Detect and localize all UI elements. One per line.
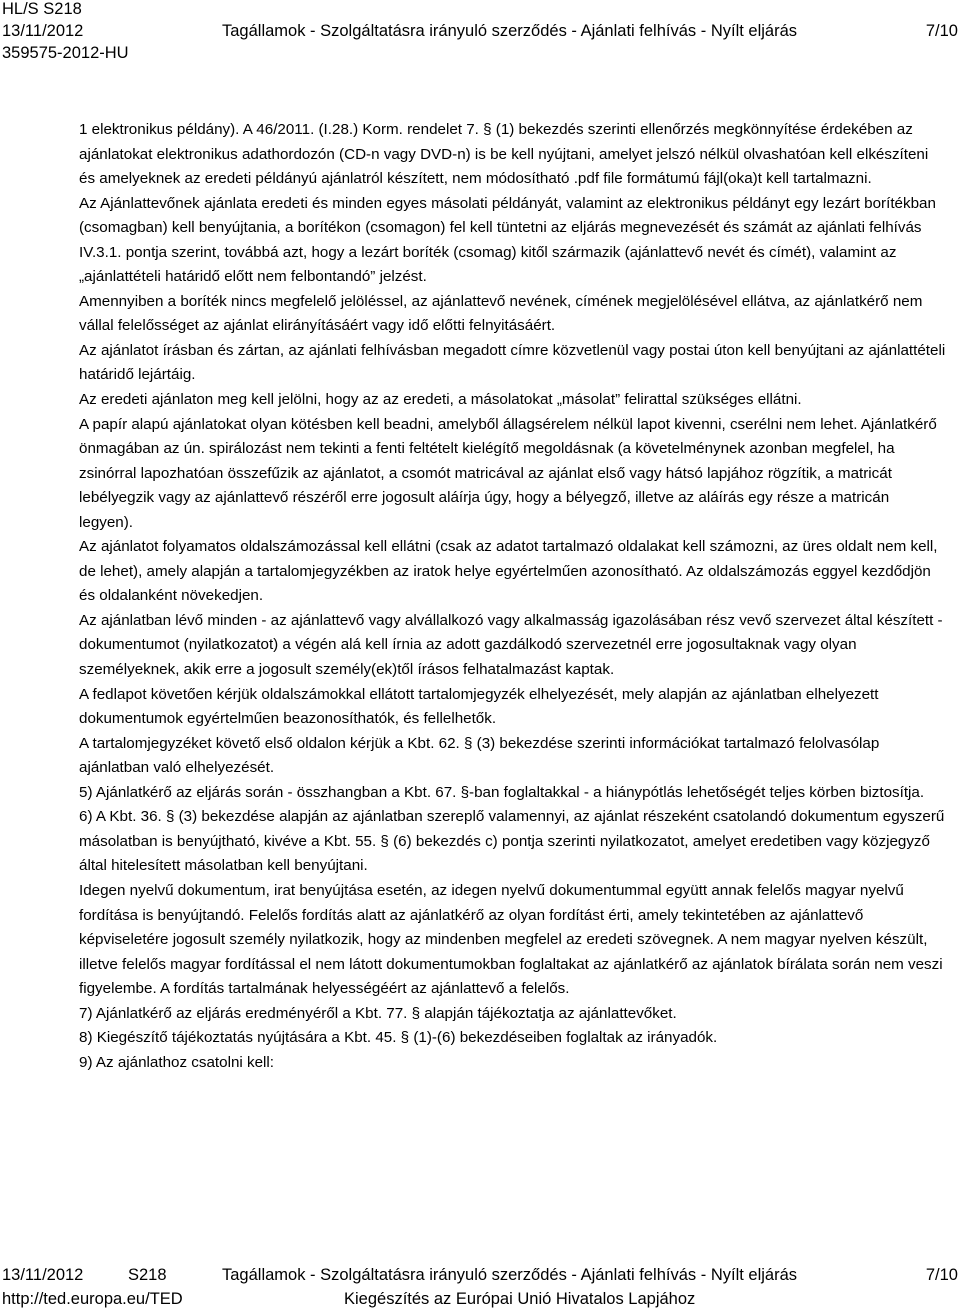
paragraph: Az ajánlatot folyamatos oldalszámozással kell ellátni (csak az adatot tartalmazó oldalakat kell számozni, az üres oldalt nem kell, de lehet), amely alapján a tartalomjegyzékben az iratok helye egyértelműen azonosítható. Az oldalszámozás eggyel kezdődjön és oldalanként növekedjen. [79, 538, 938, 605]
doc-code: HL/S S218 [2, 0, 82, 18]
header-date: 13/11/2012 [2, 22, 84, 40]
paragraph: A tartalomjegyzéket követő első oldalon kérjük a Kbt. 62. § (3) bekezdése szerinti információkat tartalmazó felolvasólap ajánlatban való elhelyezését. [79, 734, 880, 777]
paragraph: Amennyiben a boríték nincs megfelelő jelöléssel, az ajánlattevő nevének, címének megjelölésével ellátva, az ajánlatkérő nem vállal felelősséget az ajánlat elirányításáért vagy idő előtti felnyitásáért. [79, 292, 923, 335]
paragraph: Az Ajánlattevőnek ajánlata eredeti és minden egyes másolati példányát, valamint az elektronikus példányt egy lezárt borítékban (csomagban) kell benyújtania, a borítékon (csomagon) fel kell tüntetni az eljárás megnevezését és számát az ajánlati felhívás IV.3.1. pontja szerint, továbbá azt, hogy a lezárt boríték (csomag) kitől származik (ajánlattevő nevét és címét), valamint az „ajánlattételi határidő előtt nem felbontandó” jelzést. [79, 194, 936, 286]
paragraph: Az eredeti ajánlaton meg kell jelölni, hogy az az eredeti, a másolatokat „másolat” felirattal szükséges ellátni. [79, 391, 802, 409]
paragraph: 6) A Kbt. 36. § (3) bekezdése alapján az ajánlatban szereplő valamennyi, az ajánlat részeként csatolandó dokumentum egyszerű másolatban is benyújtható, kivéve a Kbt. 55. § (6) bekezdés c) pontja szerinti nyilatkozatot, amelyet eredetiben vagy közjegyző által hitelesített másolatban kell benyújtani. [79, 808, 945, 875]
footer-page-number: 7/10 [925, 1266, 958, 1284]
header-ref: 359575-2012-HU [2, 44, 129, 62]
paragraph: 5) Ajánlatkérő az eljárás során - összhangban a Kbt. 67. §-ban foglaltakkal - a hiánypótlás lehetőségét teljes körben biztosítja. [79, 783, 925, 801]
paragraph: 8) Kiegészítő tájékoztatás nyújtására a Kbt. 45. § (1)-(6) bekezdéseiben foglaltak az irányadók. [79, 1029, 718, 1047]
header-page-number: 7/10 [925, 22, 958, 40]
paragraph: Az ajánlatban lévő minden - az ajánlattevő vagy alvállalkozó vagy alkalmasság igazolásában rész vevő szervezet által készített - dokumentumot (nyilatkozatot) a végén alá kell írnia az adott gazdálkodó szervezetnél erre jogosultaknak vagy olyan személyeknek, akik erre a jogosult személy(ek)től írásos felhatalmazást kaptak. [79, 611, 943, 679]
paragraph: 7) Ajánlatkérő az eljárás eredményéről a Kbt. 77. § alapján tájékoztatja az ajánlattevőket. [79, 1004, 677, 1022]
paragraph: A fedlapot követően kérjük oldalszámokkal ellátott tartalomjegyzék elhelyezését, mely alapján az ajánlatban elhelyezett dokumentumok egyértelműen beazonosíthatók, és fellelhetők. [79, 685, 879, 728]
paragraph: Idegen nyelvű dokumentum, irat benyújtása esetén, az idegen nyelvű dokumentummal együtt annak felelős magyar nyelvű fordítása is benyújtandó. Felelős fordítás alatt az ajánlatkérő az olyan fordítást érti, amely tekintetében az ajánlattevő képviseletére jogosult személy nyilatkozik, hogy az mindenben megfelel az eredeti szövegnek. A nem magyar nyelven készült, illetve felelős magyar fordítással el nem látott dokumentumokban foglaltakat az ajánlatkérő az ajánlatok bírálata során nem veszi figyelembe. A fordítás tartalmának helyességéért az ajánlattevő a felelős. [79, 881, 943, 998]
footer-date: 13/11/2012 [2, 1266, 84, 1284]
footer-title: Tagállamok - Szolgáltatásra irányuló szerződés - Ajánlati felhívás - Nyílt eljárás [222, 1266, 798, 1284]
footer-url: http://ted.europa.eu/TED [2, 1290, 183, 1308]
paragraph: Az ajánlatot írásban és zártan, az ajánlati felhívásban megadott címre közvetlenül vagy postai úton kell benyújtani az ajánlattételi határidő lejártáig. [79, 341, 946, 384]
paragraph: 1 elektronikus példány). A 46/2011. (I.28.) Korm. rendelet 7. § (1) bekezdés szerinti ellenőrzés megkönnyítése érdekében az ajánlatokat elektronikus adathordozón (CD-n vagy DVD-n) is be kell nyújtani, amelyet jelszó nélkül olvashatóan kell elkészíteni és amelyeknek az eredeti példányú ajánlatról készített, nem módosítható .pdf file formátumú fájl(oka)t kell tartalmazni. [79, 121, 929, 188]
footer-publisher: Kiegészítés az Európai Unió Hivatalos Lapjához [344, 1290, 696, 1308]
footer-series: S218 [128, 1266, 167, 1284]
paragraph: 9) Az ajánlathoz csatolni kell: [79, 1053, 275, 1071]
document-body [79, 118, 947, 1075]
page-header [0, 0, 960, 68]
paragraph: A papír alapú ajánlatokat olyan kötésben kell beadni, amelyből állagsérelem nélkül lapot kivenni, cserélni nem lehet. Ajánlatkérő önmagában az ún. spirálozást nem tekinti a fenti feltételt kielégítő megoldásnak (a követelménynek azonban megfelel, ha zsinórral lapozhatóan összefűzik az ajánlatot, a csomót matricával az ajánlat első vagy hátsó lapjához rögzítik, a matricát lebélyegzik vagy az ajánlattevő részéről erre jogosult aláírja úgy, hogy a bélyegző, illetve az aláírás egy része a matricán legyen). [79, 415, 937, 531]
page-footer [0, 1264, 960, 1312]
header-title: Tagállamok - Szolgáltatásra irányuló szerződés - Ajánlati felhívás - Nyílt eljárás [222, 22, 798, 40]
